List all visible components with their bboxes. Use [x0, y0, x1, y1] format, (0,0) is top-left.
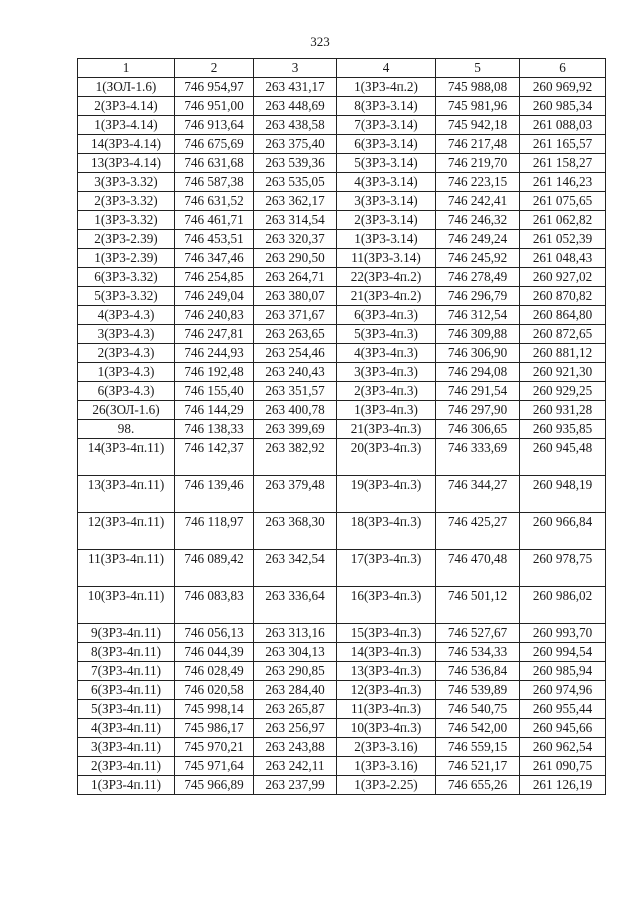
table-cell: 746 631,52: [175, 192, 254, 211]
table-row: [78, 757, 606, 776]
table-cell: 260 978,75: [520, 550, 606, 587]
table-row: [78, 738, 606, 757]
table-cell: 11(ЗР3-4п.3): [337, 700, 436, 719]
column-header: 2: [175, 59, 254, 78]
table-row: [78, 249, 606, 268]
table-row: [78, 363, 606, 382]
table-cell: 263 438,58: [254, 116, 337, 135]
table-cell: 1(ЗР3-4п.11): [78, 776, 175, 795]
table-cell: 745 971,64: [175, 757, 254, 776]
table-cell: 261 048,43: [520, 249, 606, 268]
table-row: [78, 211, 606, 230]
table-cell: 746 540,75: [436, 700, 520, 719]
table-cell: 263 368,30: [254, 513, 337, 550]
table-row: [78, 135, 606, 154]
table-cell: 19(ЗР3-4п.3): [337, 476, 436, 513]
table-cell: 15(ЗР3-4п.3): [337, 624, 436, 643]
table-cell: 3(ЗР3-4п.3): [337, 363, 436, 382]
table-cell: 746 118,97: [175, 513, 254, 550]
table-cell: 746 083,83: [175, 587, 254, 624]
table-cell: 746 242,41: [436, 192, 520, 211]
table-row: [78, 550, 606, 587]
table-cell: 261 146,23: [520, 173, 606, 192]
table-cell: 16(ЗР3-4п.3): [337, 587, 436, 624]
table-cell: 260 985,94: [520, 662, 606, 681]
table-cell: 746 333,69: [436, 439, 520, 476]
table-cell: 745 981,96: [436, 97, 520, 116]
table-cell: 260 870,82: [520, 287, 606, 306]
column-header: 6: [520, 59, 606, 78]
table-row: [78, 662, 606, 681]
table-cell: 3(ЗР3-4.3): [78, 325, 175, 344]
table-cell: 1(ЗР3-4п.2): [337, 78, 436, 97]
table-cell: 746 470,48: [436, 550, 520, 587]
table-cell: 746 297,90: [436, 401, 520, 420]
table-cell: 1(ЗР3-2.25): [337, 776, 436, 795]
table-row: [78, 476, 606, 513]
table-cell: 745 986,17: [175, 719, 254, 738]
table-cell: 263 448,69: [254, 97, 337, 116]
table-cell: 745 988,08: [436, 78, 520, 97]
table-cell: 260 986,02: [520, 587, 606, 624]
table-cell: 746 291,54: [436, 382, 520, 401]
table-cell: 263 336,64: [254, 587, 337, 624]
table-cell: 260 969,92: [520, 78, 606, 97]
table-row: [78, 439, 606, 476]
table-cell: 2(ЗР3-2.39): [78, 230, 175, 249]
table-cell: 746 306,65: [436, 420, 520, 439]
table-cell: 746 312,54: [436, 306, 520, 325]
column-header: 3: [254, 59, 337, 78]
table-row: [78, 344, 606, 363]
table-cell: 263 400,78: [254, 401, 337, 420]
table-cell: 746 246,32: [436, 211, 520, 230]
table-row: [78, 401, 606, 420]
table-cell: 263 314,54: [254, 211, 337, 230]
table-cell: 746 240,83: [175, 306, 254, 325]
table-row: [78, 325, 606, 344]
table-cell: 746 217,48: [436, 135, 520, 154]
table-cell: 746 192,48: [175, 363, 254, 382]
table-cell: 746 278,49: [436, 268, 520, 287]
table-cell: 746 056,13: [175, 624, 254, 643]
table-cell: 1(ЗР3-2.39): [78, 249, 175, 268]
table-cell: 263 290,50: [254, 249, 337, 268]
table-cell: 745 942,18: [436, 116, 520, 135]
table-cell: 9(ЗР3-4п.11): [78, 624, 175, 643]
table-row: [78, 306, 606, 325]
table-cell: 746 655,26: [436, 776, 520, 795]
table-cell: 746 951,00: [175, 97, 254, 116]
table-cell: 2(ЗР3-3.16): [337, 738, 436, 757]
table-row: [78, 173, 606, 192]
table-cell: 263 313,16: [254, 624, 337, 643]
table-row: [78, 230, 606, 249]
table-cell: 261 052,39: [520, 230, 606, 249]
table-cell: 1(ЗР3-3.16): [337, 757, 436, 776]
column-header: 5: [436, 59, 520, 78]
table-cell: 14(ЗР3-4п.11): [78, 439, 175, 476]
table-cell: 263 264,71: [254, 268, 337, 287]
table-cell: 261 165,57: [520, 135, 606, 154]
table-row: [78, 287, 606, 306]
table-body: [78, 78, 606, 795]
table-cell: 261 158,27: [520, 154, 606, 173]
table-cell: 13(ЗР3-4п.11): [78, 476, 175, 513]
table-cell: 260 945,66: [520, 719, 606, 738]
table-cell: 260 927,02: [520, 268, 606, 287]
table-cell: 260 993,70: [520, 624, 606, 643]
table-cell: 263 240,43: [254, 363, 337, 382]
table-cell: 260 966,84: [520, 513, 606, 550]
table-cell: 6(ЗР3-3.14): [337, 135, 436, 154]
table-cell: 263 380,07: [254, 287, 337, 306]
table-cell: 746 219,70: [436, 154, 520, 173]
table-cell: 746 527,67: [436, 624, 520, 643]
table-cell: 260 974,96: [520, 681, 606, 700]
table-cell: 2(ЗР3-3.32): [78, 192, 175, 211]
table-cell: 260 864,80: [520, 306, 606, 325]
table-cell: 2(ЗР3-3.14): [337, 211, 436, 230]
table-cell: 746 501,12: [436, 587, 520, 624]
table-cell: 21(ЗР3-4п.2): [337, 287, 436, 306]
table-cell: 745 966,89: [175, 776, 254, 795]
table-cell: 746 142,37: [175, 439, 254, 476]
table-cell: 12(ЗР3-4п.11): [78, 513, 175, 550]
table-cell: 1(ЗР3-3.14): [337, 230, 436, 249]
table-row: [78, 97, 606, 116]
table-cell: 746 249,04: [175, 287, 254, 306]
table-cell: 261 075,65: [520, 192, 606, 211]
table-cell: 263 237,99: [254, 776, 337, 795]
table-cell: 98.: [78, 420, 175, 439]
table-cell: 263 265,87: [254, 700, 337, 719]
table-cell: 11(ЗР3-3.14): [337, 249, 436, 268]
table-cell: 746 675,69: [175, 135, 254, 154]
table-cell: 746 155,40: [175, 382, 254, 401]
table-cell: 6(ЗР3-4.3): [78, 382, 175, 401]
table-cell: 746 534,33: [436, 643, 520, 662]
table-cell: 746 144,29: [175, 401, 254, 420]
table-cell: 2(ЗР3-4.3): [78, 344, 175, 363]
table-cell: 263 242,11: [254, 757, 337, 776]
table-cell: 18(ЗР3-4п.3): [337, 513, 436, 550]
table-row: [78, 776, 606, 795]
table-cell: 263 375,40: [254, 135, 337, 154]
table-cell: 263 399,69: [254, 420, 337, 439]
table-cell: 263 351,57: [254, 382, 337, 401]
table-cell: 5(ЗР3-3.32): [78, 287, 175, 306]
table-cell: 1(ЗР3-4.3): [78, 363, 175, 382]
table-cell: 20(ЗР3-4п.3): [337, 439, 436, 476]
table-cell: 746 425,27: [436, 513, 520, 550]
table-cell: 746 309,88: [436, 325, 520, 344]
table-cell: 14(ЗР3-4.14): [78, 135, 175, 154]
table-cell: 263 304,13: [254, 643, 337, 662]
table-cell: 4(ЗР3-4.3): [78, 306, 175, 325]
table-cell: 6(ЗР3-4п.11): [78, 681, 175, 700]
table-row: [78, 624, 606, 643]
table-cell: 746 542,00: [436, 719, 520, 738]
table-cell: 260 955,44: [520, 700, 606, 719]
table-cell: 746 223,15: [436, 173, 520, 192]
table-cell: 746 139,46: [175, 476, 254, 513]
table-cell: 4(ЗР3-3.14): [337, 173, 436, 192]
table-cell: 746 461,71: [175, 211, 254, 230]
table-cell: 260 921,30: [520, 363, 606, 382]
table-cell: 263 431,17: [254, 78, 337, 97]
table-cell: 4(ЗР3-4п.3): [337, 344, 436, 363]
table-cell: 4(ЗР3-4п.11): [78, 719, 175, 738]
table-cell: 746 587,38: [175, 173, 254, 192]
table-cell: 260 872,65: [520, 325, 606, 344]
table-cell: 746 347,46: [175, 249, 254, 268]
table-cell: 263 263,65: [254, 325, 337, 344]
table-row: [78, 513, 606, 550]
table-cell: 8(ЗР3-4п.11): [78, 643, 175, 662]
table-cell: 6(ЗР3-3.32): [78, 268, 175, 287]
table-cell: 746 244,93: [175, 344, 254, 363]
table-cell: 745 970,21: [175, 738, 254, 757]
table-row: [78, 643, 606, 662]
table-cell: 260 945,48: [520, 439, 606, 476]
table-cell: 746 521,17: [436, 757, 520, 776]
table-cell: 7(ЗР3-4п.11): [78, 662, 175, 681]
table-row: [78, 154, 606, 173]
table-cell: 17(ЗР3-4п.3): [337, 550, 436, 587]
table-cell: 746 344,27: [436, 476, 520, 513]
table-cell: 260 948,19: [520, 476, 606, 513]
table-cell: 3(ЗР3-3.14): [337, 192, 436, 211]
table-cell: 746 296,79: [436, 287, 520, 306]
table-cell: 746 020,58: [175, 681, 254, 700]
table-cell: 2(ЗР3-4п.3): [337, 382, 436, 401]
table-cell: 263 379,48: [254, 476, 337, 513]
table-cell: 5(ЗР3-4п.3): [337, 325, 436, 344]
table-cell: 14(ЗР3-4п.3): [337, 643, 436, 662]
table-cell: 746 539,89: [436, 681, 520, 700]
table-cell: 263 539,36: [254, 154, 337, 173]
table-cell: 260 935,85: [520, 420, 606, 439]
column-header: 4: [337, 59, 436, 78]
table-cell: 1(ЗР3-3.32): [78, 211, 175, 230]
table-cell: 746 954,97: [175, 78, 254, 97]
table-cell: 261 062,82: [520, 211, 606, 230]
table-cell: 261 090,75: [520, 757, 606, 776]
table-cell: 260 881,12: [520, 344, 606, 363]
table-cell: 263 284,40: [254, 681, 337, 700]
table-cell: 13(ЗР3-4п.3): [337, 662, 436, 681]
table-row: [78, 192, 606, 211]
table-row: [78, 719, 606, 738]
table-cell: 7(ЗР3-3.14): [337, 116, 436, 135]
table-cell: 11(ЗР3-4п.11): [78, 550, 175, 587]
table-cell: 261 088,03: [520, 116, 606, 135]
column-header: 1: [78, 59, 175, 78]
table-row: [78, 420, 606, 439]
table-cell: 260 931,28: [520, 401, 606, 420]
table-cell: 746 245,92: [436, 249, 520, 268]
coordinates-table: [77, 58, 606, 795]
table-cell: 746 044,39: [175, 643, 254, 662]
table-cell: 263 362,17: [254, 192, 337, 211]
table-cell: 746 249,24: [436, 230, 520, 249]
table-row: [78, 681, 606, 700]
table-row: [78, 587, 606, 624]
table-row: [78, 700, 606, 719]
table-cell: 745 998,14: [175, 700, 254, 719]
table-cell: 263 243,88: [254, 738, 337, 757]
table-cell: 261 126,19: [520, 776, 606, 795]
table-cell: 5(ЗР3-4п.11): [78, 700, 175, 719]
table-cell: 22(ЗР3-4п.2): [337, 268, 436, 287]
table-cell: 1(ЗОЛ-1.6): [78, 78, 175, 97]
table-cell: 2(ЗР3-4п.11): [78, 757, 175, 776]
table-cell: 746 138,33: [175, 420, 254, 439]
table-cell: 260 962,54: [520, 738, 606, 757]
table-cell: 13(ЗР3-4.14): [78, 154, 175, 173]
table-cell: 746 631,68: [175, 154, 254, 173]
table-cell: 260 994,54: [520, 643, 606, 662]
table-cell: 10(ЗР3-4п.11): [78, 587, 175, 624]
table-cell: 26(ЗОЛ-1.6): [78, 401, 175, 420]
table-cell: 746 294,08: [436, 363, 520, 382]
table-cell: 8(ЗР3-3.14): [337, 97, 436, 116]
table-cell: 1(ЗР3-4п.3): [337, 401, 436, 420]
table-cell: 263 320,37: [254, 230, 337, 249]
table-header-row: [78, 59, 606, 78]
page-number: 323: [310, 34, 330, 49]
table-cell: 263 382,92: [254, 439, 337, 476]
table-cell: 746 559,15: [436, 738, 520, 757]
table-cell: 260 985,34: [520, 97, 606, 116]
table-row: [78, 268, 606, 287]
table-cell: 5(ЗР3-3.14): [337, 154, 436, 173]
table-cell: 6(ЗР3-4п.3): [337, 306, 436, 325]
table-cell: 263 342,54: [254, 550, 337, 587]
table-cell: 746 913,64: [175, 116, 254, 135]
table-cell: 3(ЗР3-3.32): [78, 173, 175, 192]
table-row: [78, 382, 606, 401]
table-cell: 746 254,85: [175, 268, 254, 287]
table-cell: 260 929,25: [520, 382, 606, 401]
table-cell: 263 371,67: [254, 306, 337, 325]
table-cell: 10(ЗР3-4п.3): [337, 719, 436, 738]
table-cell: 746 247,81: [175, 325, 254, 344]
table-cell: 746 536,84: [436, 662, 520, 681]
table-cell: 746 089,42: [175, 550, 254, 587]
table-cell: 746 028,49: [175, 662, 254, 681]
table-cell: 746 453,51: [175, 230, 254, 249]
table-cell: 263 290,85: [254, 662, 337, 681]
table-cell: 263 535,05: [254, 173, 337, 192]
table-cell: 263 254,46: [254, 344, 337, 363]
table-cell: 2(ЗР3-4.14): [78, 97, 175, 116]
table-cell: 263 256,97: [254, 719, 337, 738]
table-cell: 3(ЗР3-4п.11): [78, 738, 175, 757]
table-cell: 1(ЗР3-4.14): [78, 116, 175, 135]
table-row: [78, 116, 606, 135]
table-cell: 21(ЗР3-4п.3): [337, 420, 436, 439]
table-cell: 746 306,90: [436, 344, 520, 363]
table-cell: 12(ЗР3-4п.3): [337, 681, 436, 700]
table-row: [78, 78, 606, 97]
